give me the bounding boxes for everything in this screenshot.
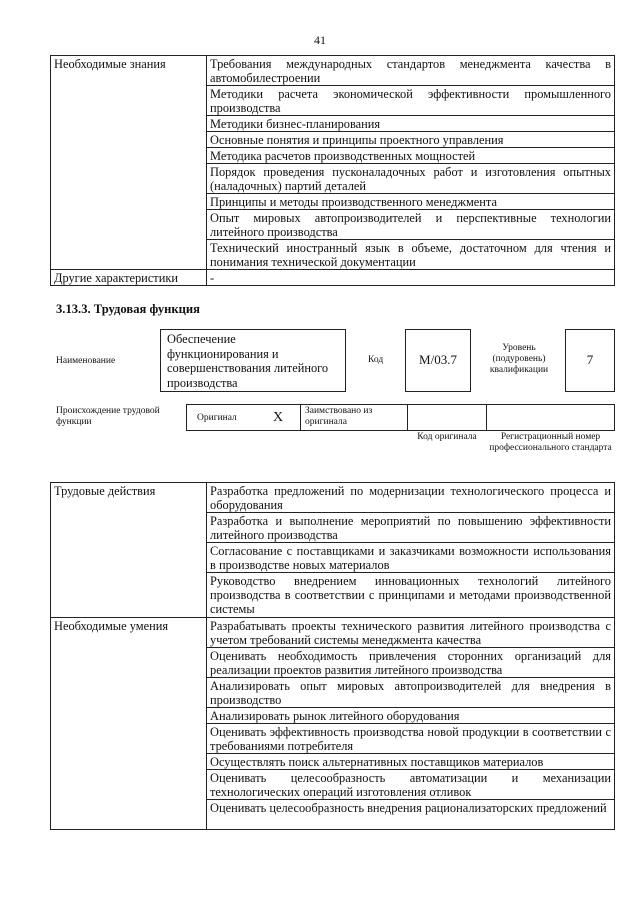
other-value: - [207,270,615,286]
reg-number-box [486,404,615,431]
skill-item: Оценивать эффективность производства новой продукции в соответствии с требованиями потребителя [207,724,615,754]
code-value: М/03.7 [419,352,457,367]
knowledge-item: Порядок проведения пусконаладочных работ и изготовления опытных (наладочных) партий деталей [207,164,615,194]
level-value-box [565,329,615,392]
original-mark: X [273,410,284,425]
action-item: Руководство внедрением инновационных технологий литейного производства в соответствии с принципами и методами производственной системы [207,573,615,618]
row-label-skills: Необходимые умения [51,618,207,830]
level-value: 7 [586,352,594,367]
row-label-knowledge: Необходимые знания [51,56,207,270]
name-value-box [160,329,346,392]
knowledge-item: Технический иностранный язык в объеме, достаточном для чтения и понимания технической документации [207,240,615,270]
skill-item: Оценивать целесообразность автоматизации и механизации технологических операций изготовления отливок [207,770,615,800]
code-original-box [407,404,487,431]
reg-number-label: Регистрационный номер профессионального стандарта [489,432,612,453]
row-label-actions: Трудовые действия [51,483,207,618]
code-value-box [405,329,471,392]
action-item: Разработка предложений по модернизации технологического процесса и оборудования [207,483,615,513]
knowledge-item: Методики расчета экономической эффективности промышленного производства [207,86,615,116]
skill-item: Разрабатывать проекты технического развития литейного производства с учетом требований системы менеджмента качества [207,618,615,648]
action-item: Согласование с поставщиками и заказчиками возможности использования в производстве новых материалов [207,543,615,573]
level-label: Уровень (подуровень) квалификации [489,343,549,375]
original-label: Оригинал [197,413,237,423]
row-label-other: Другие характеристики [51,270,207,286]
action-item: Разработка и выполнение мероприятий по повышению эффективности литейного производства [207,513,615,543]
skill-item: Осуществлять поиск альтернативных поставщиков материалов [207,754,615,770]
knowledge-item: Опыт мировых автопроизводителей и перспективные технологии литейного производства [207,210,615,240]
skill-item: Анализировать рынок литейного оборудования [207,708,615,724]
knowledge-item: Основные понятия и принципы проектного управления [207,132,615,148]
knowledge-item: Требования международных стандартов менеджмента качества в автомобилестроении [207,56,615,86]
name-label: Наименование [56,356,116,366]
code-label: Код [368,355,384,365]
knowledge-table [50,55,615,286]
skill-item: Оценивать целесообразность внедрения рационализаторских предложений [207,800,615,830]
origin-label: Происхождение трудовой функции [56,406,160,427]
skill-item: Оценивать необходимость привлечения сторонних организаций для реализации проектов развития литейного производства [207,648,615,678]
name-value: Обеспечение функционирования и совершенствования литейного производства [167,332,329,390]
skill-item: Анализировать опыт мировых автопроизводителей для внедрения в производство [207,678,615,708]
section-title: 3.13.3. Трудовая функция [56,302,200,316]
code-original-label: Код оригинала [417,432,477,442]
knowledge-item: Принципы и методы производственного менеджмента [207,194,615,210]
borrowed-box [300,404,408,431]
functions-table [50,482,615,830]
knowledge-item: Методика расчетов производственных мощностей [207,148,615,164]
original-box [186,404,301,431]
knowledge-item: Методики бизнес-планирования [207,116,615,132]
borrowed-label: Заимствовано из оригинала [305,406,373,427]
page-number: 41 [314,33,326,47]
